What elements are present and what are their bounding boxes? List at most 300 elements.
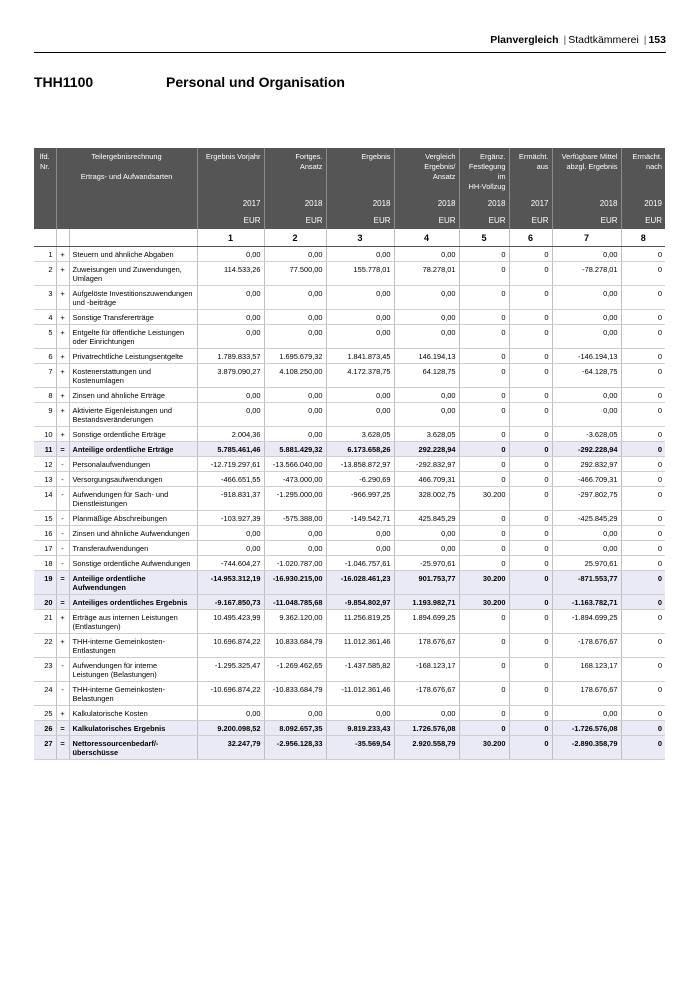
row-operator: +	[56, 427, 69, 442]
row-description: Sonstige Transfererträge	[69, 310, 197, 325]
row-value: 0,00	[394, 286, 459, 310]
row-value: -1.046.757,61	[326, 556, 394, 571]
row-value: 1.695.679,32	[264, 349, 326, 364]
row-operator: =	[56, 571, 69, 595]
row-value: 114.533,26	[197, 262, 264, 286]
column-number: 8	[621, 229, 665, 247]
row-value: 0,00	[326, 526, 394, 541]
row-value: 30.200	[459, 736, 509, 760]
row-value: 0,00	[552, 541, 621, 556]
row-value: 0	[509, 457, 552, 472]
colnum-blank	[56, 229, 69, 247]
row-value: 1.193.982,71	[394, 595, 459, 610]
row-value: 0	[621, 682, 665, 706]
row-value: 0,00	[264, 541, 326, 556]
row-value: -10.833.684,79	[264, 682, 326, 706]
row-value: 0	[459, 427, 509, 442]
row-number: 24	[34, 682, 56, 706]
row-operator: -	[56, 682, 69, 706]
row-value: 30.200	[459, 595, 509, 610]
row-value: 0	[509, 541, 552, 556]
row-description: Nettoressourcenbedarf/-überschüsse	[69, 736, 197, 760]
row-value: 0,00	[197, 706, 264, 721]
row-number: 1	[34, 247, 56, 262]
row-value: 0,00	[394, 247, 459, 262]
row-value: 0	[621, 388, 665, 403]
row-number: 23	[34, 658, 56, 682]
table-body	[34, 229, 665, 760]
row-value: 0	[509, 403, 552, 427]
row-value: 1.894.699,25	[394, 610, 459, 634]
row-description: Planmäßige Abschreibungen	[69, 511, 197, 526]
row-value: 0	[459, 262, 509, 286]
row-value: -3.628,05	[552, 427, 621, 442]
row-value: 0	[509, 247, 552, 262]
row-value: 0	[621, 634, 665, 658]
row-value: 3.879.090,27	[197, 364, 264, 388]
row-value: 3.628,05	[326, 427, 394, 442]
table-row	[34, 310, 665, 325]
row-value: 0	[621, 472, 665, 487]
row-description: Kalkulatorische Kosten	[69, 706, 197, 721]
row-value: 0	[621, 736, 665, 760]
row-value: 0	[459, 403, 509, 427]
table-row	[34, 262, 665, 286]
row-description: Privatrechtliche Leistungsentgelte	[69, 349, 197, 364]
row-value: -292.228,94	[552, 442, 621, 457]
col-header-year: 2017	[197, 195, 264, 213]
row-value: 0	[509, 262, 552, 286]
col-header-label: Ergebnis Vorjahr	[197, 148, 264, 195]
col-header-unit: EUR	[459, 213, 509, 229]
row-value: 0,00	[326, 706, 394, 721]
row-value: -146.194,13	[552, 349, 621, 364]
row-operator: +	[56, 286, 69, 310]
row-number: 8	[34, 388, 56, 403]
row-description: Anteilige ordentliche Aufwendungen	[69, 571, 197, 595]
row-value: -1.269.462,65	[264, 658, 326, 682]
row-number: 5	[34, 325, 56, 349]
column-number: 5	[459, 229, 509, 247]
row-number: 25	[34, 706, 56, 721]
row-value: 0,00	[264, 310, 326, 325]
row-description: Aufgelöste Investitionszuwendungen und -beiträge	[69, 286, 197, 310]
row-value: 0,00	[394, 388, 459, 403]
row-value: -466.709,31	[552, 472, 621, 487]
row-value: 0	[509, 634, 552, 658]
row-value: 11.256.819,25	[326, 610, 394, 634]
row-value: 3.628,05	[394, 427, 459, 442]
plan-comparison-table	[34, 148, 665, 760]
row-operator: =	[56, 442, 69, 457]
column-number-row	[34, 229, 665, 247]
row-value: 0	[509, 571, 552, 595]
row-value: 0	[621, 310, 665, 325]
row-value: 0,00	[264, 706, 326, 721]
row-value: 0,00	[197, 310, 264, 325]
row-value: 8.092.657,35	[264, 721, 326, 736]
col-header-label: Ergebnis	[326, 148, 394, 195]
row-value: -473.000,00	[264, 472, 326, 487]
row-value: -918.831,37	[197, 487, 264, 511]
colnum-blank	[69, 229, 197, 247]
row-value: 0	[621, 541, 665, 556]
row-value: 0,00	[552, 706, 621, 721]
row-value: 0	[509, 427, 552, 442]
row-value: 0	[459, 472, 509, 487]
table-sum-row	[34, 721, 665, 736]
col-header-year: 2018	[394, 195, 459, 213]
row-value: 5.785.461,46	[197, 442, 264, 457]
row-value: 0,00	[326, 325, 394, 349]
row-value: -575.388,00	[264, 511, 326, 526]
row-value: -78.278,01	[552, 262, 621, 286]
page-header	[490, 34, 666, 46]
row-value: -1.295.000,00	[264, 487, 326, 511]
row-value: 0,00	[394, 403, 459, 427]
budget-code: THH1100	[34, 74, 94, 90]
table-row	[34, 247, 665, 262]
row-value: 328.002,75	[394, 487, 459, 511]
column-number: 7	[552, 229, 621, 247]
row-description: Zinsen und ähnliche Erträge	[69, 388, 197, 403]
row-value: -744.604,27	[197, 556, 264, 571]
col-header-unit: EUR	[394, 213, 459, 229]
row-description: THH-interne Gemeinkosten-Entlastungen	[69, 634, 197, 658]
row-value: 77.500,00	[264, 262, 326, 286]
row-value: -178.676,67	[394, 682, 459, 706]
table-row	[34, 349, 665, 364]
row-value: -292.832,97	[394, 457, 459, 472]
row-value: 0	[459, 364, 509, 388]
row-value: 1.726.576,08	[394, 721, 459, 736]
row-value: -10.696.874,22	[197, 682, 264, 706]
row-value: 0,00	[197, 541, 264, 556]
row-description: Zuweisungen und Zuwendungen, Umlagen	[69, 262, 197, 286]
row-operator: +	[56, 325, 69, 349]
row-value: 0	[509, 472, 552, 487]
table-sum-row	[34, 595, 665, 610]
row-operator: +	[56, 388, 69, 403]
row-value: -64.128,75	[552, 364, 621, 388]
row-value: 4.108.250,00	[264, 364, 326, 388]
col-header-year: 2018	[552, 195, 621, 213]
table-row	[34, 403, 665, 427]
table-sum-row	[34, 571, 665, 595]
row-value: 0	[621, 457, 665, 472]
col-header-year: 2017	[509, 195, 552, 213]
row-value: 0	[509, 487, 552, 511]
col-header-unit: EUR	[197, 213, 264, 229]
row-operator: =	[56, 736, 69, 760]
col-header-unit: EUR	[552, 213, 621, 229]
row-value: 0	[509, 736, 552, 760]
col-header-label: Ermächt. nach	[621, 148, 665, 195]
col-header-unit: EUR	[264, 213, 326, 229]
col-header-year: 2018	[326, 195, 394, 213]
row-value: 155.778,01	[326, 262, 394, 286]
row-value: 0	[459, 610, 509, 634]
row-number: 15	[34, 511, 56, 526]
row-description: Kalkulatorisches Ergebnis	[69, 721, 197, 736]
row-operator: +	[56, 310, 69, 325]
row-value: 178.676,67	[552, 682, 621, 706]
row-value: 0	[621, 658, 665, 682]
row-value: 0,00	[326, 388, 394, 403]
row-value: 0	[459, 349, 509, 364]
row-value: 0,00	[197, 388, 264, 403]
row-value: 0	[621, 721, 665, 736]
row-value: 0,00	[552, 526, 621, 541]
row-value: 0	[621, 556, 665, 571]
column-number: 1	[197, 229, 264, 247]
row-value: 0	[509, 442, 552, 457]
row-value: 0	[621, 349, 665, 364]
row-value: -14.953.312,19	[197, 571, 264, 595]
table-row	[34, 325, 665, 349]
row-operator: +	[56, 610, 69, 634]
page-number-separator: |	[643, 34, 647, 46]
row-operator: -	[56, 511, 69, 526]
row-value: 64.128,75	[394, 364, 459, 388]
row-value: -1.020.787,00	[264, 556, 326, 571]
row-value: 0,00	[264, 247, 326, 262]
row-operator: +	[56, 403, 69, 427]
col-header-description	[56, 148, 197, 229]
row-value: -11.048.785,68	[264, 595, 326, 610]
table-row	[34, 610, 665, 634]
row-value: 1.789.833,57	[197, 349, 264, 364]
table-row	[34, 682, 665, 706]
row-value: -966.997,25	[326, 487, 394, 511]
row-description: Versorgungsaufwendungen	[69, 472, 197, 487]
row-operator: =	[56, 595, 69, 610]
row-value: 0,00	[394, 526, 459, 541]
row-value: 0,00	[197, 247, 264, 262]
row-value: 9.362.120,00	[264, 610, 326, 634]
row-number: 14	[34, 487, 56, 511]
row-number: 13	[34, 472, 56, 487]
column-number: 2	[264, 229, 326, 247]
header-separator: |	[563, 34, 567, 46]
row-description: Anteiliges ordentliches Ergebnis	[69, 595, 197, 610]
row-value: -35.569,54	[326, 736, 394, 760]
col-header-year: 2018	[264, 195, 326, 213]
row-number: 2	[34, 262, 56, 286]
row-value: 1.841.873,45	[326, 349, 394, 364]
row-value: 0,00	[197, 403, 264, 427]
row-operator: -	[56, 472, 69, 487]
row-value: 0	[459, 442, 509, 457]
row-value: 10.495.423,99	[197, 610, 264, 634]
header-title: Planvergleich	[490, 34, 559, 46]
row-value: 0,00	[394, 706, 459, 721]
row-value: 146.194,13	[394, 349, 459, 364]
row-value: 0	[621, 595, 665, 610]
row-value: 0,00	[264, 388, 326, 403]
table-row	[34, 364, 665, 388]
row-value: 0,00	[552, 310, 621, 325]
row-operator: -	[56, 556, 69, 571]
col-header-desc-bottom: Ertrags- und Aufwandsarten	[80, 172, 173, 181]
table-sum-row	[34, 442, 665, 457]
row-value: 32.247,79	[197, 736, 264, 760]
row-value: 0	[621, 487, 665, 511]
row-value: 901.753,77	[394, 571, 459, 595]
table-row	[34, 427, 665, 442]
row-value: 0	[621, 325, 665, 349]
row-value: 2.004,36	[197, 427, 264, 442]
row-value: -297.802,75	[552, 487, 621, 511]
header-rule	[34, 52, 666, 53]
row-description: Aufwendungen für Sach- und Dienstleistungen	[69, 487, 197, 511]
row-number: 19	[34, 571, 56, 595]
row-value: -9.854.802,97	[326, 595, 394, 610]
row-value: 0	[621, 403, 665, 427]
row-operator: +	[56, 349, 69, 364]
row-value: 0	[509, 349, 552, 364]
row-operator: -	[56, 526, 69, 541]
row-number: 21	[34, 610, 56, 634]
row-value: 0	[459, 634, 509, 658]
row-value: 0,00	[197, 526, 264, 541]
col-header-unit: EUR	[621, 213, 665, 229]
row-description: Kostenerstattungen und Kostenumlagen	[69, 364, 197, 388]
row-value: 0	[621, 247, 665, 262]
table-sum-row	[34, 736, 665, 760]
row-value: 10.833.684,79	[264, 634, 326, 658]
row-operator: -	[56, 658, 69, 682]
row-value: 0	[509, 364, 552, 388]
row-value: 0,00	[394, 325, 459, 349]
row-value: 0,00	[326, 403, 394, 427]
row-value: 11.012.361,46	[326, 634, 394, 658]
row-value: -11.012.361,46	[326, 682, 394, 706]
row-operator: +	[56, 364, 69, 388]
row-description: Zinsen und ähnliche Aufwendungen	[69, 526, 197, 541]
row-value: -13.566.040,00	[264, 457, 326, 472]
row-description: Erträge aus internen Leistungen (Entlastungen)	[69, 610, 197, 634]
col-header-label: Vergleich Ergebnis/ Ansatz	[394, 148, 459, 195]
row-number: 20	[34, 595, 56, 610]
row-description: Sonstige ordentliche Aufwendungen	[69, 556, 197, 571]
row-value: 0	[459, 325, 509, 349]
row-value: 0	[509, 721, 552, 736]
row-description: Anteilige ordentliche Erträge	[69, 442, 197, 457]
row-value: 0	[509, 286, 552, 310]
table-row	[34, 706, 665, 721]
row-value: 0	[621, 286, 665, 310]
row-value: -12.719.297,61	[197, 457, 264, 472]
row-value: 9.200.098,52	[197, 721, 264, 736]
row-value: -1.437.585,82	[326, 658, 394, 682]
row-value: 168.123,17	[552, 658, 621, 682]
row-value: 0,00	[552, 388, 621, 403]
col-header-desc-top: Teilergebnisrechnung	[91, 152, 162, 161]
row-value: 0	[459, 457, 509, 472]
row-number: 17	[34, 541, 56, 556]
row-value: -178.676,67	[552, 634, 621, 658]
row-value: 0	[459, 310, 509, 325]
row-value: 0	[509, 310, 552, 325]
row-value: 0	[459, 541, 509, 556]
row-value: 2.920.558,79	[394, 736, 459, 760]
col-header-year: 2019	[621, 195, 665, 213]
row-operator: -	[56, 541, 69, 556]
row-number: 18	[34, 556, 56, 571]
row-description: Aufwendungen für interne Leistungen (Belastungen)	[69, 658, 197, 682]
row-value: 0	[509, 658, 552, 682]
row-operator: +	[56, 706, 69, 721]
row-value: 0	[621, 442, 665, 457]
row-description: THH-interne Gemeinkosten-Belastungen	[69, 682, 197, 706]
row-description: Transferaufwendungen	[69, 541, 197, 556]
row-value: 425.845,29	[394, 511, 459, 526]
row-value: 30.200	[459, 571, 509, 595]
row-value: 0	[509, 526, 552, 541]
header-subtitle: Stadtkämmerei	[568, 34, 639, 46]
row-value: -16.028.461,23	[326, 571, 394, 595]
row-value: -13.858.872,97	[326, 457, 394, 472]
row-value: 0	[621, 610, 665, 634]
row-value: 0,00	[326, 541, 394, 556]
row-value: 10.696.874,22	[197, 634, 264, 658]
col-header-label: Ermächt. aus	[509, 148, 552, 195]
row-value: 0	[621, 511, 665, 526]
row-operator: +	[56, 262, 69, 286]
row-number: 9	[34, 403, 56, 427]
row-value: 0,00	[552, 403, 621, 427]
col-header-unit: EUR	[326, 213, 394, 229]
row-description: Sonstige ordentliche Erträge	[69, 427, 197, 442]
row-value: 0,00	[552, 325, 621, 349]
row-value: 0,00	[264, 403, 326, 427]
row-number: 6	[34, 349, 56, 364]
row-value: 0	[621, 262, 665, 286]
table-row	[34, 286, 665, 310]
row-description: Personalaufwendungen	[69, 457, 197, 472]
row-value: 0	[621, 526, 665, 541]
row-operator: +	[56, 247, 69, 262]
row-value: 0	[509, 595, 552, 610]
row-value: 0	[459, 721, 509, 736]
row-value: 6.173.658,26	[326, 442, 394, 457]
row-number: 3	[34, 286, 56, 310]
header-label-row	[34, 148, 665, 195]
row-value: -9.167.850,73	[197, 595, 264, 610]
row-value: 25.970,61	[552, 556, 621, 571]
row-value: 0	[509, 682, 552, 706]
row-value: -103.927,39	[197, 511, 264, 526]
column-number: 6	[509, 229, 552, 247]
row-value: -6.290,69	[326, 472, 394, 487]
row-value: 0	[509, 610, 552, 634]
row-value: 0	[509, 706, 552, 721]
row-value: 0	[621, 571, 665, 595]
row-number: 27	[34, 736, 56, 760]
col-header-year: 2018	[459, 195, 509, 213]
row-number: 26	[34, 721, 56, 736]
table-row	[34, 658, 665, 682]
row-description: Entgelte für öffentliche Leistungen oder Einrichtungen	[69, 325, 197, 349]
row-value: 292.832,97	[552, 457, 621, 472]
row-value: 0	[621, 364, 665, 388]
row-operator: -	[56, 457, 69, 472]
row-operator: -	[56, 487, 69, 511]
row-number: 16	[34, 526, 56, 541]
row-value: -425.845,29	[552, 511, 621, 526]
row-number: 7	[34, 364, 56, 388]
